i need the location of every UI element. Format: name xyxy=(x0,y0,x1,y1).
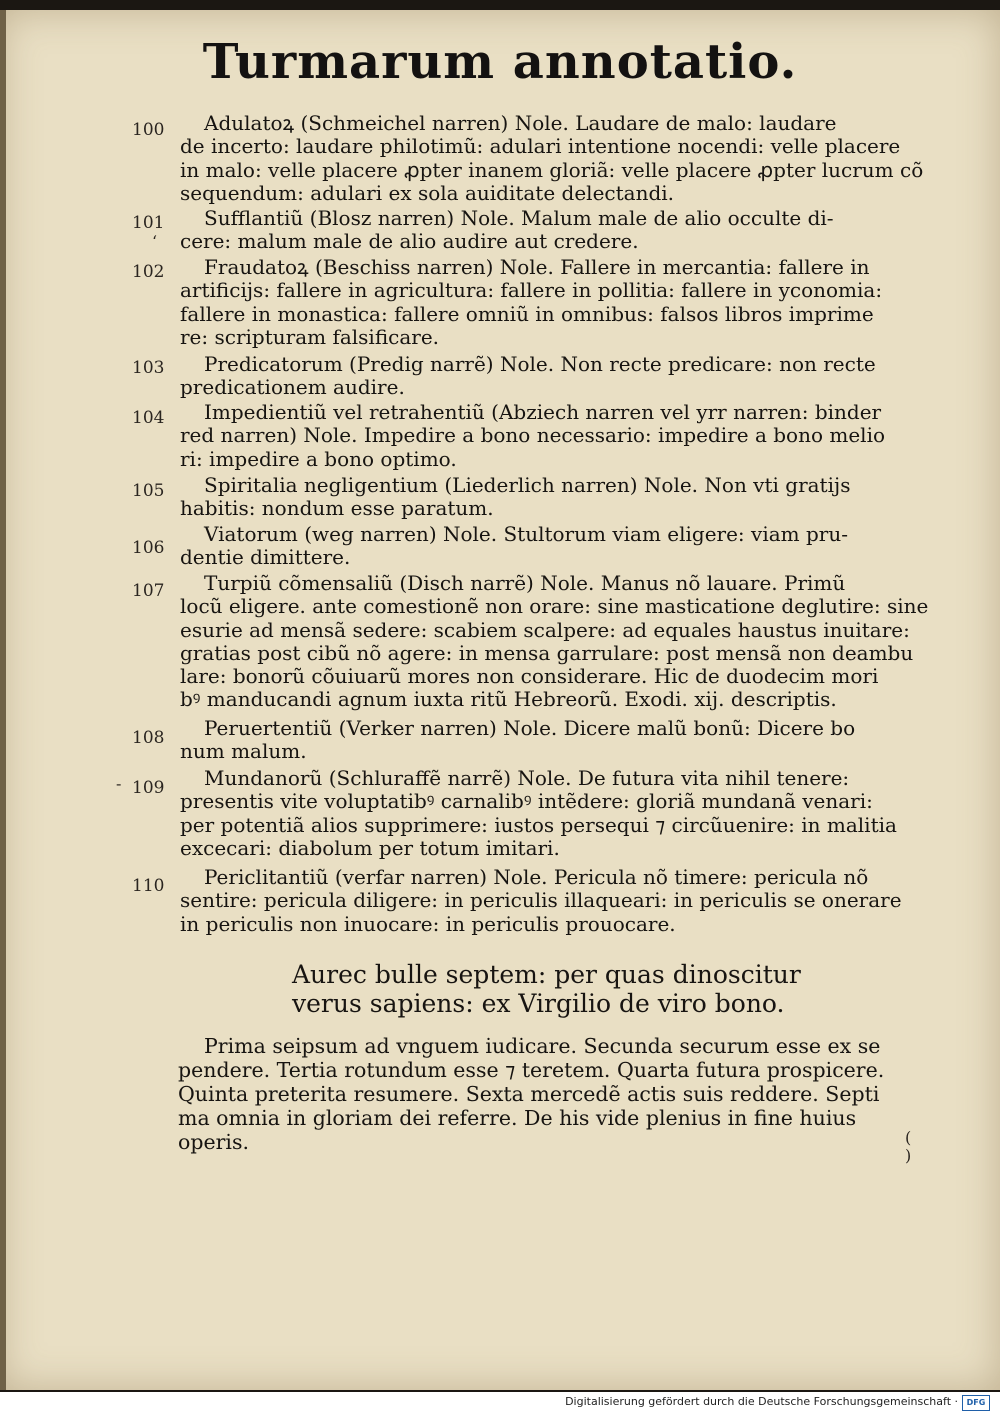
entry-105 xyxy=(180,474,890,521)
entry-number: 106 xyxy=(132,538,165,558)
funding-note: Digitalisierung gefördert durch die Deutsche Forschungsgemeinschaft · xyxy=(565,1395,958,1408)
entry-line: Spiritalia negligentium (Liederlich narren) Nole. Non vti gratijs xyxy=(204,473,851,497)
entry-102 xyxy=(180,256,890,349)
entry-number: 109 xyxy=(132,778,165,798)
entry-line: habitis: nondum esse paratum. xyxy=(180,496,494,521)
entry-line: locũ eligere. ante comestionẽ non orare: sine masticatione deglutire: sine xyxy=(180,594,929,619)
entry-number: 102 xyxy=(132,262,165,282)
entry-108 xyxy=(180,717,890,764)
section-heading-line: verus sapiens: ex Virgilio de viro bono. xyxy=(292,989,785,1018)
dfg-logo: DFG xyxy=(962,1395,990,1411)
entry-line: artificijs: fallere in agricultura: fallere in pollitia: fallere in yconomia: xyxy=(180,278,883,303)
entry-number: 110 xyxy=(132,876,165,896)
entry-line: sequendum: adulari ex sola auiditate delectandi. xyxy=(180,180,675,205)
entry-line: esurie ad mensã sedere: scabiem scalpere: ad equales haustus inuitare: xyxy=(180,617,910,642)
entry-line: re: scripturam falsificare. xyxy=(180,324,440,349)
entry-line: ri: impedire a bono optimo. xyxy=(180,446,457,471)
section-heading-line: Aurec bulle septem: per quas dinoscitur xyxy=(292,960,801,989)
entry-line: de incerto: laudare philotimũ: adulari intentione nocendi: velle placere xyxy=(180,134,901,159)
paragraph-line: Quinta preterita resumere. Sexta mercedẽ actis suis reddere. Septi xyxy=(178,1082,880,1106)
paragraph-line: pendere. Tertia rotundum esse ⁊ teretem. Quarta futura prospicere. xyxy=(178,1058,885,1082)
entry-104 xyxy=(180,401,890,471)
entry-line: Predicatorum (Predig narrẽ) Nole. Non recte predicare: non recte xyxy=(204,352,876,376)
entry-line: predicationem audire. xyxy=(180,375,405,400)
entry-line: dentie dimittere. xyxy=(180,545,351,570)
footer-bar xyxy=(0,1392,1000,1413)
margin-mark: ‘ xyxy=(152,232,158,251)
entry-line: Adulatoꝝ (Schmeichel narren) Nole. Laudare de malo: laudare xyxy=(204,111,837,135)
entry-line: num malum. xyxy=(180,739,307,764)
entry-number: 107 xyxy=(132,581,165,601)
entry-line: bꝰ manducandi agnum iuxta ritũ Hebreorũ. Exodi. xij. descriptis. xyxy=(180,687,837,712)
paragraph-line: operis. xyxy=(178,1130,249,1154)
entry-line: Peruertentiũ (Verker narren) Nole. Dicere malũ bonũ: Dicere bo xyxy=(204,716,856,740)
entry-101 xyxy=(180,207,890,254)
entry-line: in periculis non inuocare: in periculis prouocare. xyxy=(180,911,676,936)
entry-103 xyxy=(180,353,890,400)
entry-line: Periclitantiũ (verfar narren) Nole. Pericula nõ timere: pericula nõ xyxy=(204,865,869,889)
entry-number: 103 xyxy=(132,358,165,378)
entry-line: sentire: pericula diligere: in periculis illaqueari: in periculis se onerare xyxy=(180,888,902,913)
entry-line: gratias post cibũ nõ agere: in mensa garrulare: post mensã non deambu xyxy=(180,640,914,665)
entry-107 xyxy=(180,571,929,712)
entry-line: fallere in monastica: fallere omniũ in omnibus: falsos libros imprime xyxy=(180,301,874,326)
page-title: Turmarum annotatio. xyxy=(202,34,798,90)
entry-110 xyxy=(180,865,902,936)
entry-number: 104 xyxy=(132,408,165,428)
margin-mark: ( xyxy=(905,1128,912,1147)
entry-line: excecari: diabolum per totum imitari. xyxy=(180,835,560,860)
entry-line: Mundanorũ (Schluraffẽ narrẽ) Nole. De futura vita nihil tenere: xyxy=(204,766,850,790)
entry-number: 108 xyxy=(132,728,165,748)
entry-line: red narren) Nole. Impedire a bono necessario: impedire a bono melio xyxy=(180,423,885,448)
entry-line: cere: malum male de alio audire aut credere. xyxy=(180,229,639,254)
entry-line: Fraudatoꝝ (Beschiss narren) Nole. Fallere in mercantia: fallere in xyxy=(204,255,870,279)
entry-number: 101 xyxy=(132,213,165,233)
closing-paragraph xyxy=(178,1034,898,1154)
page-gutter-edge xyxy=(0,10,6,1390)
entry-106 xyxy=(180,523,890,570)
entry-100 xyxy=(180,111,924,205)
entry-line: Sufflantiũ (Blosz narren) Nole. Malum male de alio occulte di- xyxy=(204,206,834,230)
margin-mark: ) xyxy=(905,1146,912,1165)
entry-line: Viatorum (weg narren) Nole. Stultorum viam eligere: viam pru- xyxy=(204,522,848,546)
section-heading xyxy=(292,960,892,1018)
entry-line: presentis vite voluptatibꝰ carnalibꝰ intẽdere: gloriã mundanã venari: xyxy=(180,789,873,814)
margin-mark: - xyxy=(116,774,122,793)
paragraph-line: Prima seipsum ad vnguem iudicare. Secunda securum esse ex se xyxy=(204,1034,881,1058)
entry-line: Impedientiũ vel retrahentiũ (Abziech narren vel yrr narren: binder xyxy=(204,400,882,424)
entry-line: lare: bonorũ cõuiuarũ mores non considerare. Hic de duodecim mori xyxy=(180,664,879,689)
entry-number: 100 xyxy=(132,120,165,140)
entry-line: Turpiũ cõmensaliũ (Disch narrẽ) Nole. Manus nõ lauare. Primũ xyxy=(204,571,846,595)
entry-line: in malo: velle placere ꝓpter inanem gloriã: velle placere ꝓpter lucrum cõ xyxy=(180,157,924,182)
entry-line: per potentiã alios supprimere: iustos persequi ⁊ circũuenire: in malitia xyxy=(180,812,897,837)
entry-number: 105 xyxy=(132,481,165,501)
entry-109 xyxy=(180,766,897,860)
paragraph-line: ma omnia in gloriam dei referre. De his vide plenius in fine huius xyxy=(178,1106,857,1130)
